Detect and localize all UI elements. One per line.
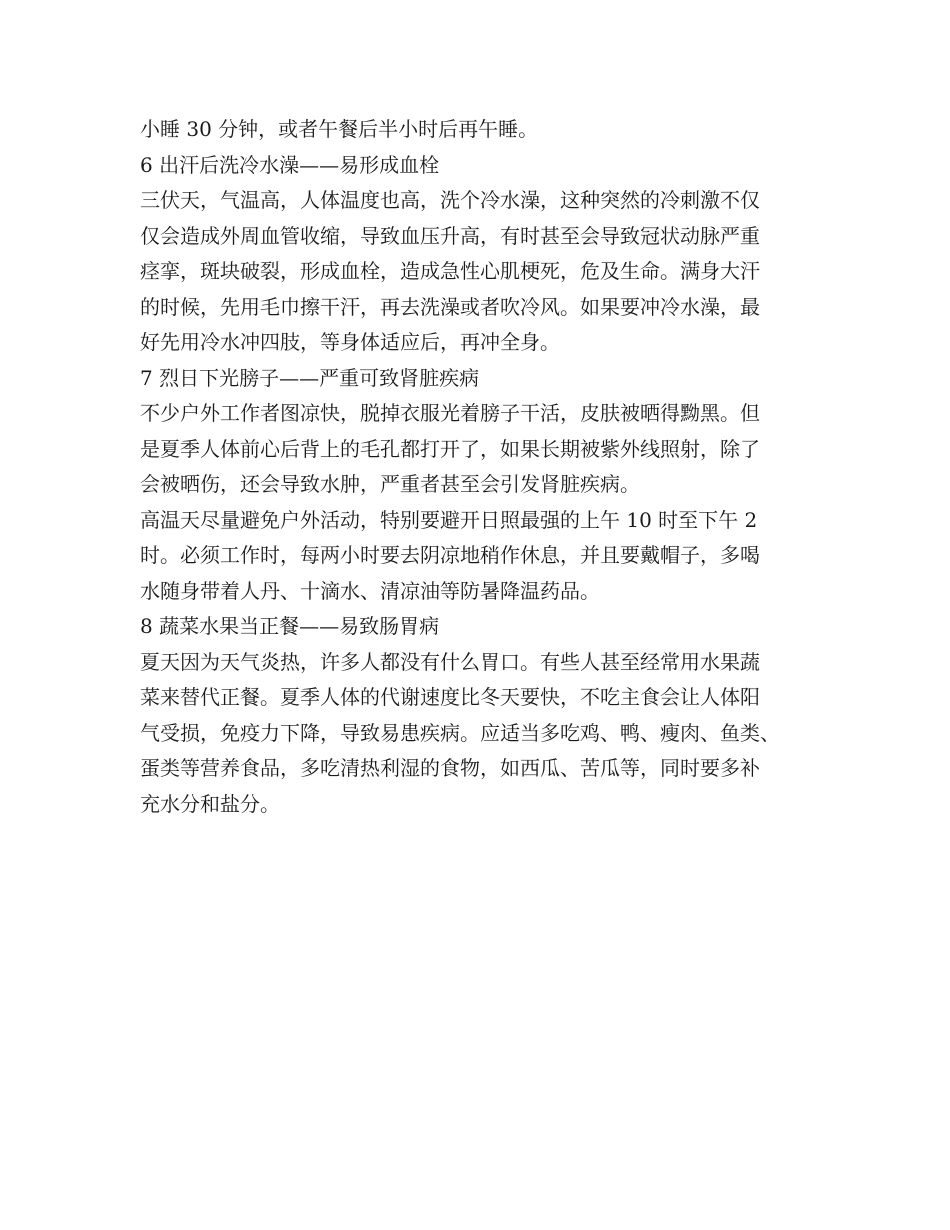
text-line: 会被晒伤，还会导致水肿，严重者甚至会引发肾脏疾病。 xyxy=(140,472,640,496)
text-line: 夏天因为天气炎热，许多人都没有什么胃口。有些人甚至经常用水果蔬 xyxy=(140,649,760,674)
text-line: 高温天尽量避免户外活动，特别要避开日照最强的上午 10 时至下午 2 xyxy=(140,507,758,532)
text-line: 时。必须工作时，每两小时要去阴凉地稍作休息，并且要戴帽子，多喝 xyxy=(140,543,760,567)
text-line: 三伏天，气温高，人体温度也高，洗个冷水澡，这种突然的冷刺激不仅 xyxy=(140,188,760,212)
text-line: 仅会造成外周血管收缩，导致血压升高，有时甚至会导致冠状动脉严重 xyxy=(140,223,760,248)
text-line: 充水分和盐分。 xyxy=(140,791,280,816)
text-line: 蛋类等营养食品，多吃清热利湿的食物，如西瓜、苦瓜等，同时要多补 xyxy=(140,756,760,780)
text-line: 痉挛，斑块破裂，形成血栓，造成急性心肌梗死，危及生命。满身大汗 xyxy=(140,259,760,283)
text-line: 的时候，先用毛巾擦干汗，再去洗澡或者吹冷风。如果要冲冷水澡，最 xyxy=(140,294,760,319)
text-line: 菜来替代正餐。夏季人体的代谢速度比冬天要快，不吃主食会让人体阳 xyxy=(140,685,760,709)
document-body xyxy=(140,112,830,822)
section-heading-6: 6 出汗后洗冷水澡——易形成血栓 xyxy=(140,152,440,177)
text-line: 气受损，免疫力下降，导致易患疾病。应适当多吃鸡、鸭、瘦肉、鱼类、 xyxy=(140,720,780,745)
text-line: 水随身带着人丹、十滴水、清凉油等防暑降温药品。 xyxy=(140,578,600,603)
text-line: 是夏季人体前心后背上的毛孔都打开了，如果长期被紫外线照射，除了 xyxy=(140,436,760,461)
text-line: 好先用冷水冲四肢，等身体适应后，再冲全身。 xyxy=(140,330,560,354)
section-heading-8: 8 蔬菜水果当正餐——易致肠胃病 xyxy=(140,614,440,638)
text-line: 不少户外工作者图凉快，脱掉衣服光着膀子干活，皮肤被晒得黝黑。但 xyxy=(140,401,760,425)
text-line: 小睡 30 分钟，或者午餐后半小时后再午睡。 xyxy=(140,117,539,141)
section-heading-7: 7 烈日下光膀子——严重可致肾脏疾病 xyxy=(140,365,480,390)
